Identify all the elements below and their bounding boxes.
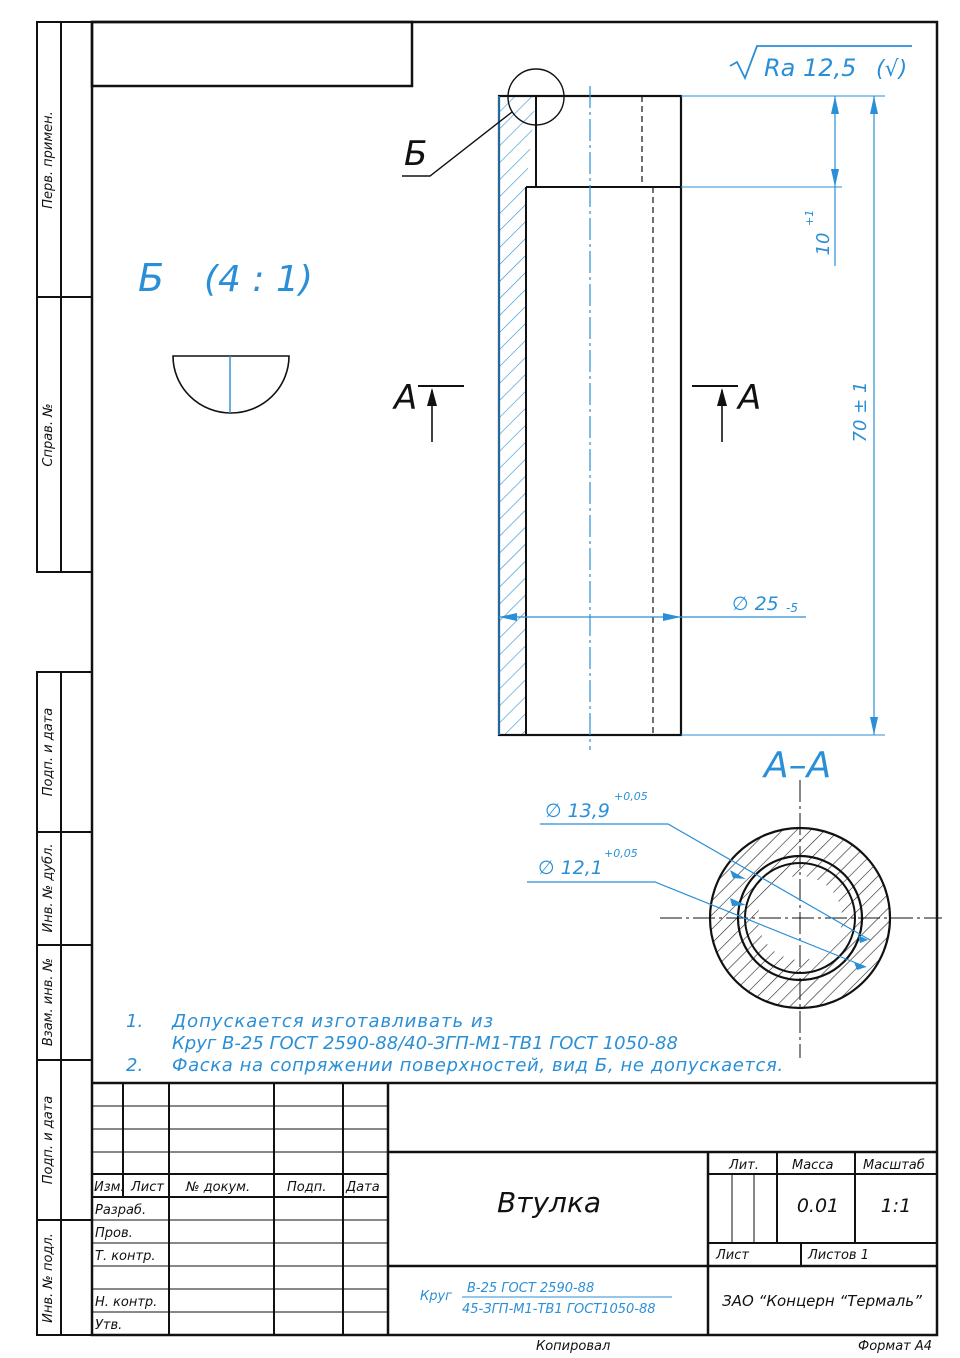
roughness-value: Ra 12,5	[764, 54, 857, 82]
tb-col-dokum: № докум.	[186, 1180, 251, 1195]
side-label-inv-podl: Инв. № подл.	[41, 1233, 56, 1323]
tb-scale-value: 1:1	[880, 1195, 912, 1217]
note-1-material: Круг В-25 ГОСТ 2590-88/40-ЗГП-М1-ТВ1 ГОСТ 1050-88	[172, 1033, 678, 1054]
note-1-number: 1.	[126, 1011, 144, 1032]
tb-lit-label: Лит.	[729, 1158, 759, 1173]
tb-row-utv: Утв.	[95, 1318, 123, 1333]
side-stamp-top	[37, 22, 92, 572]
tb-row-n-kontr: Н. контр.	[95, 1295, 158, 1310]
detail-b-title-scale: (4 : 1)	[204, 259, 313, 300]
tb-mass-value: 0.01	[796, 1195, 840, 1217]
dim-12-1-value: ∅ 12,1	[538, 857, 603, 879]
sheet-footer	[536, 1339, 932, 1354]
tb-col-list: Лист	[131, 1180, 164, 1195]
note-2-text: Фаска на сопряжении поверхностей, вид Б, не допускается.	[172, 1055, 784, 1076]
roughness-symbol	[730, 46, 912, 82]
section-a-a	[527, 745, 942, 1058]
tb-col-podp: Подп.	[287, 1180, 327, 1195]
tb-row-t-kontr: Т. контр.	[95, 1249, 156, 1264]
tb-mass-label: Масса	[792, 1158, 834, 1173]
dim-10-tol: +1	[803, 209, 816, 226]
side-label-perv-primen: Перв. примен.	[41, 111, 56, 209]
dimension-length-70	[681, 96, 885, 735]
detail-b-view	[138, 256, 313, 413]
note-2-number: 2.	[126, 1055, 144, 1076]
tb-scale-label: Масштаб	[863, 1158, 925, 1173]
tb-material-prefix: Круг	[420, 1289, 453, 1304]
dim-12-1-tol: +0,05	[604, 847, 638, 860]
tb-col-data: Дата	[346, 1180, 380, 1195]
tb-row-razrab: Разраб.	[95, 1203, 147, 1218]
dim-10-value: 10	[813, 232, 834, 256]
dim-13-9-value: ∅ 13,9	[545, 800, 610, 822]
detail-b-title-letter: Б	[138, 256, 165, 300]
tb-company: ЗАО “Концерн “Термаль”	[722, 1292, 922, 1310]
main-view	[402, 69, 681, 750]
side-label-podp-data-1: Подп. и дата	[41, 707, 56, 797]
dim-70-value: 70 ± 1	[850, 381, 871, 443]
tb-row-prov: Пров.	[95, 1226, 133, 1241]
footer-copied: Копировал	[536, 1339, 611, 1354]
tb-part-name: Втулка	[496, 1186, 602, 1219]
tb-sheet-label: Лист	[716, 1248, 749, 1263]
note-1-text: Допускается изготавливать из	[172, 1011, 495, 1032]
side-label-inv-dubl: Инв. № дубл.	[41, 843, 56, 933]
tb-sheets-label: Листов 1	[808, 1248, 869, 1263]
technical-notes	[126, 1011, 784, 1076]
dim-25-value: ∅ 25	[732, 593, 779, 615]
footer-format: Формат А4	[858, 1339, 933, 1354]
section-marker-right	[692, 378, 761, 442]
view-b-label: Б	[404, 134, 428, 174]
roughness-check: (√)	[876, 57, 908, 82]
tb-material-top: В-25 ГОСТ 2590-88	[467, 1281, 595, 1296]
dimension-length-10	[681, 96, 885, 266]
side-label-podp-data-2: Подп. и дата	[41, 1095, 56, 1185]
dim-25-tol: -5	[786, 601, 798, 615]
dim-13-9-tol: +0,05	[614, 790, 648, 803]
section-marker-left	[392, 378, 464, 442]
section-marker-left-letter: А	[394, 378, 418, 418]
tb-col-izm: Изм.	[94, 1180, 125, 1195]
tb-material-bottom: 45-ЗГП-М1-ТВ1 ГОСТ1050-88	[462, 1302, 656, 1317]
section-title: А–А	[764, 745, 832, 786]
side-label-sprav-no: Справ. №	[41, 403, 56, 467]
section-marker-right-letter: А	[738, 378, 762, 418]
title-block	[92, 1083, 937, 1335]
side-label-vzam-inv: Взам. инв. №	[41, 957, 56, 1047]
side-stamp-bottom	[37, 672, 92, 1335]
